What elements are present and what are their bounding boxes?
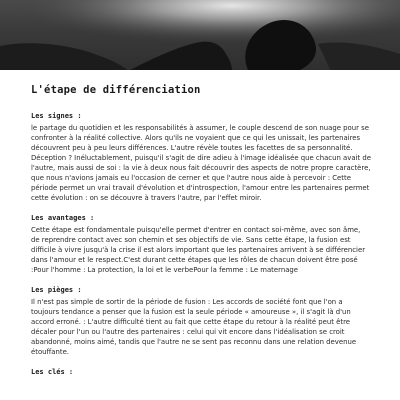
- section-cles: [31, 367, 371, 377]
- article-title: L'étape de différenciation: [31, 84, 201, 96]
- section-pieges: [31, 285, 371, 357]
- section-heading-cles: Les clés :: [31, 368, 74, 376]
- section-signes: [31, 111, 371, 203]
- section-body-avantages: Cette étape est fondamentale puisqu'elle permet d'entrer en contact soi-même, avec son âme, de reprendre contact avec son chemin et ses objectifs de vie. Sans cette étape, la fusion est difficile à vivre jusqu'à la crise il est alors important que les partenaires arrivent à se différencier dans l'amour et le respect.C'est durant cette étapes que les rôles de chacun doivent être posé :Pour l'homme : La protection, la loi et le verbePour la femme : Le maternage: [31, 226, 366, 274]
- section-avantages: [31, 213, 371, 275]
- section-heading-signes: Les signes :: [31, 112, 82, 120]
- section-body-pieges: Il n'est pas simple de sortir de la période de fusion : Les accords de société font que l'on a toujours tendance a penser que la fusion est la seule période « amoureuse », il s'agit là d'un accord erroné. : L'autre difficulté tient au fait que cette étape du retour à la réalité peut être décaler pour l'un ou l'autre des partenaires : celui qui vit encore dans l'idéalisation se croit abandonné, moins aimé, tandis que l'autre ne se sent pas reconnu dans une relation devenue étouffante.: [31, 298, 357, 356]
- section-heading-pieges: Les pièges :: [31, 286, 82, 294]
- hero-image: [0, 0, 400, 70]
- couple-silhouette-image: [0, 0, 400, 70]
- article: [31, 84, 371, 387]
- section-heading-avantages: Les avantages :: [31, 214, 95, 222]
- section-body-signes: le partage du quotidien et les responsabilités à assumer, le couple descend de son nuage pour se confronter à la réalité collective. Alors qu'ils ne voyaient que ce qui les unissait, les partenaires découvrent peu à peu leurs différences. L'autre révèle toutes les facettes de sa personnalité. Déception ? Inéluctablement, puisqu'il s'agit de dire adieu à l'image idéalisée que chacun avait de l'autre, mais aussi de soi : la vie à deux nous fait découvrir des aspects de notre propre caractère, que nous n'avions jamais eu l'occasion de cerner et que l'autre nous aide à percevoir : Cette période permet un vrai travail d'évolution et d'introspection, l'amour entre les partenaires permet cette évolution : on se découvre à travers l'autre, par l'effet miroir.: [31, 124, 371, 202]
